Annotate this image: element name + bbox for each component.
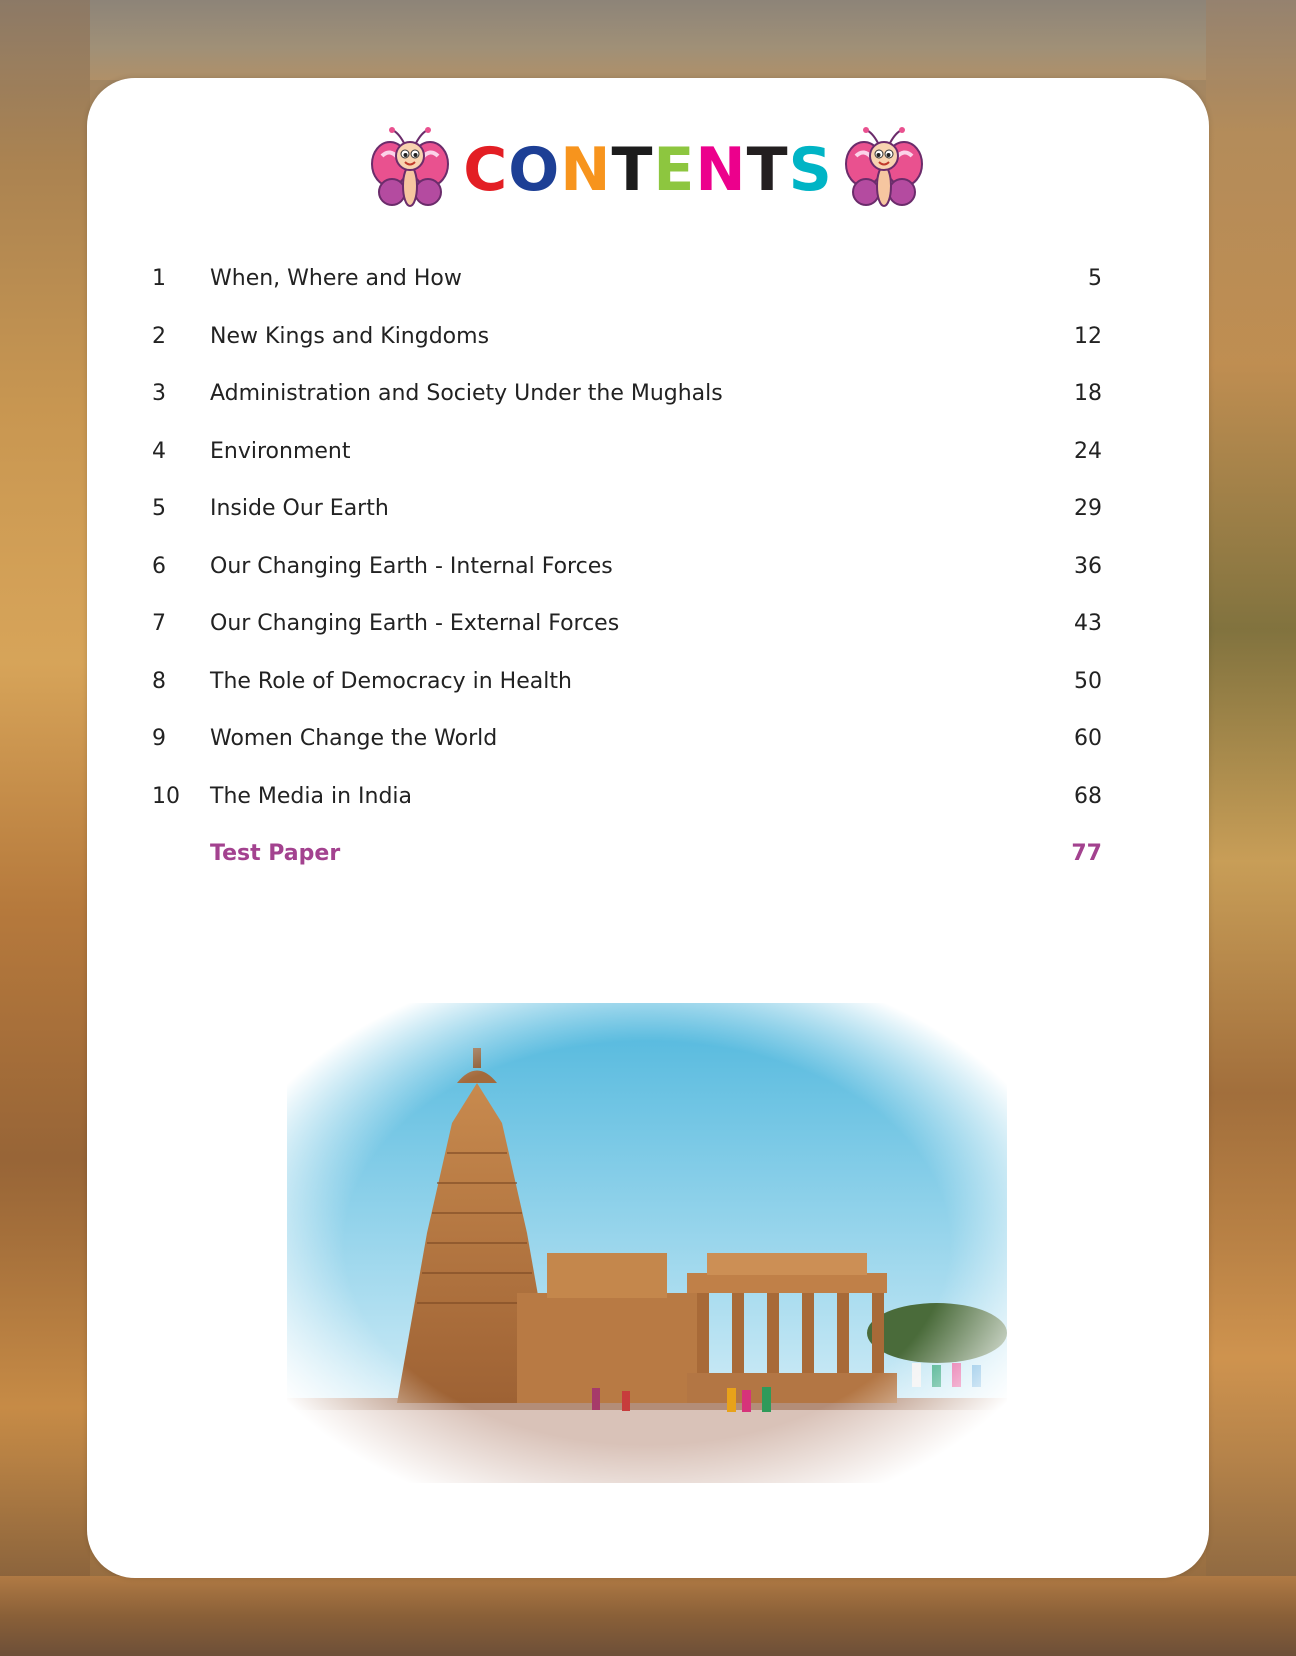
chapter-number: 7 [152,611,166,636]
page-number: 36 [1074,553,1102,579]
chapter-title: Our Changing Earth - External Forces [210,611,620,636]
chapter-title: New Kings and Kingdoms [210,323,490,349]
chapter-title: Administration and Society Under the Mughals [210,381,723,406]
page-title [87,134,1209,206]
toc-entry[interactable] [152,669,1102,727]
page-number: 5 [1088,266,1102,291]
title-letter: N [560,135,612,205]
toc-entry[interactable] [152,554,1102,612]
chapter-number: 2 [152,323,166,349]
title-letter: C [463,135,509,205]
chapter-title: Environment [210,438,351,464]
page-number: 43 [1074,611,1102,636]
background-sky [0,0,1296,80]
page-number: 68 [1074,783,1102,809]
title-letter: N [695,135,747,205]
chapter-title: Women Change the World [210,726,498,751]
toc-entry[interactable] [152,381,1102,439]
page-number: 18 [1074,381,1102,406]
background-fort-right [1206,0,1296,1656]
toc-entry[interactable] [152,611,1102,669]
page-number: 29 [1074,496,1102,521]
page-number: 24 [1074,438,1102,464]
chapter-number: 9 [152,726,166,751]
contents-card [87,78,1209,1578]
toc-entry[interactable] [152,726,1102,784]
toc-entry[interactable] [152,496,1102,554]
contents-header [87,118,1209,218]
table-of-contents [152,266,1102,899]
chapter-title: The Media in India [210,783,413,809]
background-fort-left [0,0,90,1656]
temple-illustration [287,1003,1007,1483]
page-number: 12 [1074,323,1102,349]
chapter-title: The Role of Democracy in Health [210,668,572,694]
chapter-title: When, Where and How [210,266,462,291]
chapter-number: 4 [152,438,166,464]
title-letter: O [508,135,561,205]
toc-entry-test-paper[interactable] [152,841,1102,899]
test-paper-title: Test Paper [210,841,341,866]
page-number: 50 [1074,668,1102,694]
chapter-number: 10 [152,783,180,809]
title-letter: T [746,135,789,205]
chapter-number: 8 [152,668,166,694]
chapter-title: Inside Our Earth [210,496,389,521]
butterfly-icon [844,126,924,216]
chapter-number: 1 [152,266,166,291]
background-lake [0,1576,1296,1656]
chapter-title: Our Changing Earth - Internal Forces [210,553,613,579]
title-letter: T [611,135,654,205]
toc-entry[interactable] [152,266,1102,324]
test-paper-page: 77 [1071,841,1102,866]
title-letter: S [788,135,833,205]
page-number: 60 [1074,726,1102,751]
title-letter: E [653,135,696,205]
toc-entry[interactable] [152,439,1102,497]
chapter-number: 5 [152,496,166,521]
toc-entry[interactable] [152,324,1102,382]
chapter-number: 6 [152,553,166,579]
toc-entry[interactable] [152,784,1102,842]
chapter-number: 3 [152,381,166,406]
